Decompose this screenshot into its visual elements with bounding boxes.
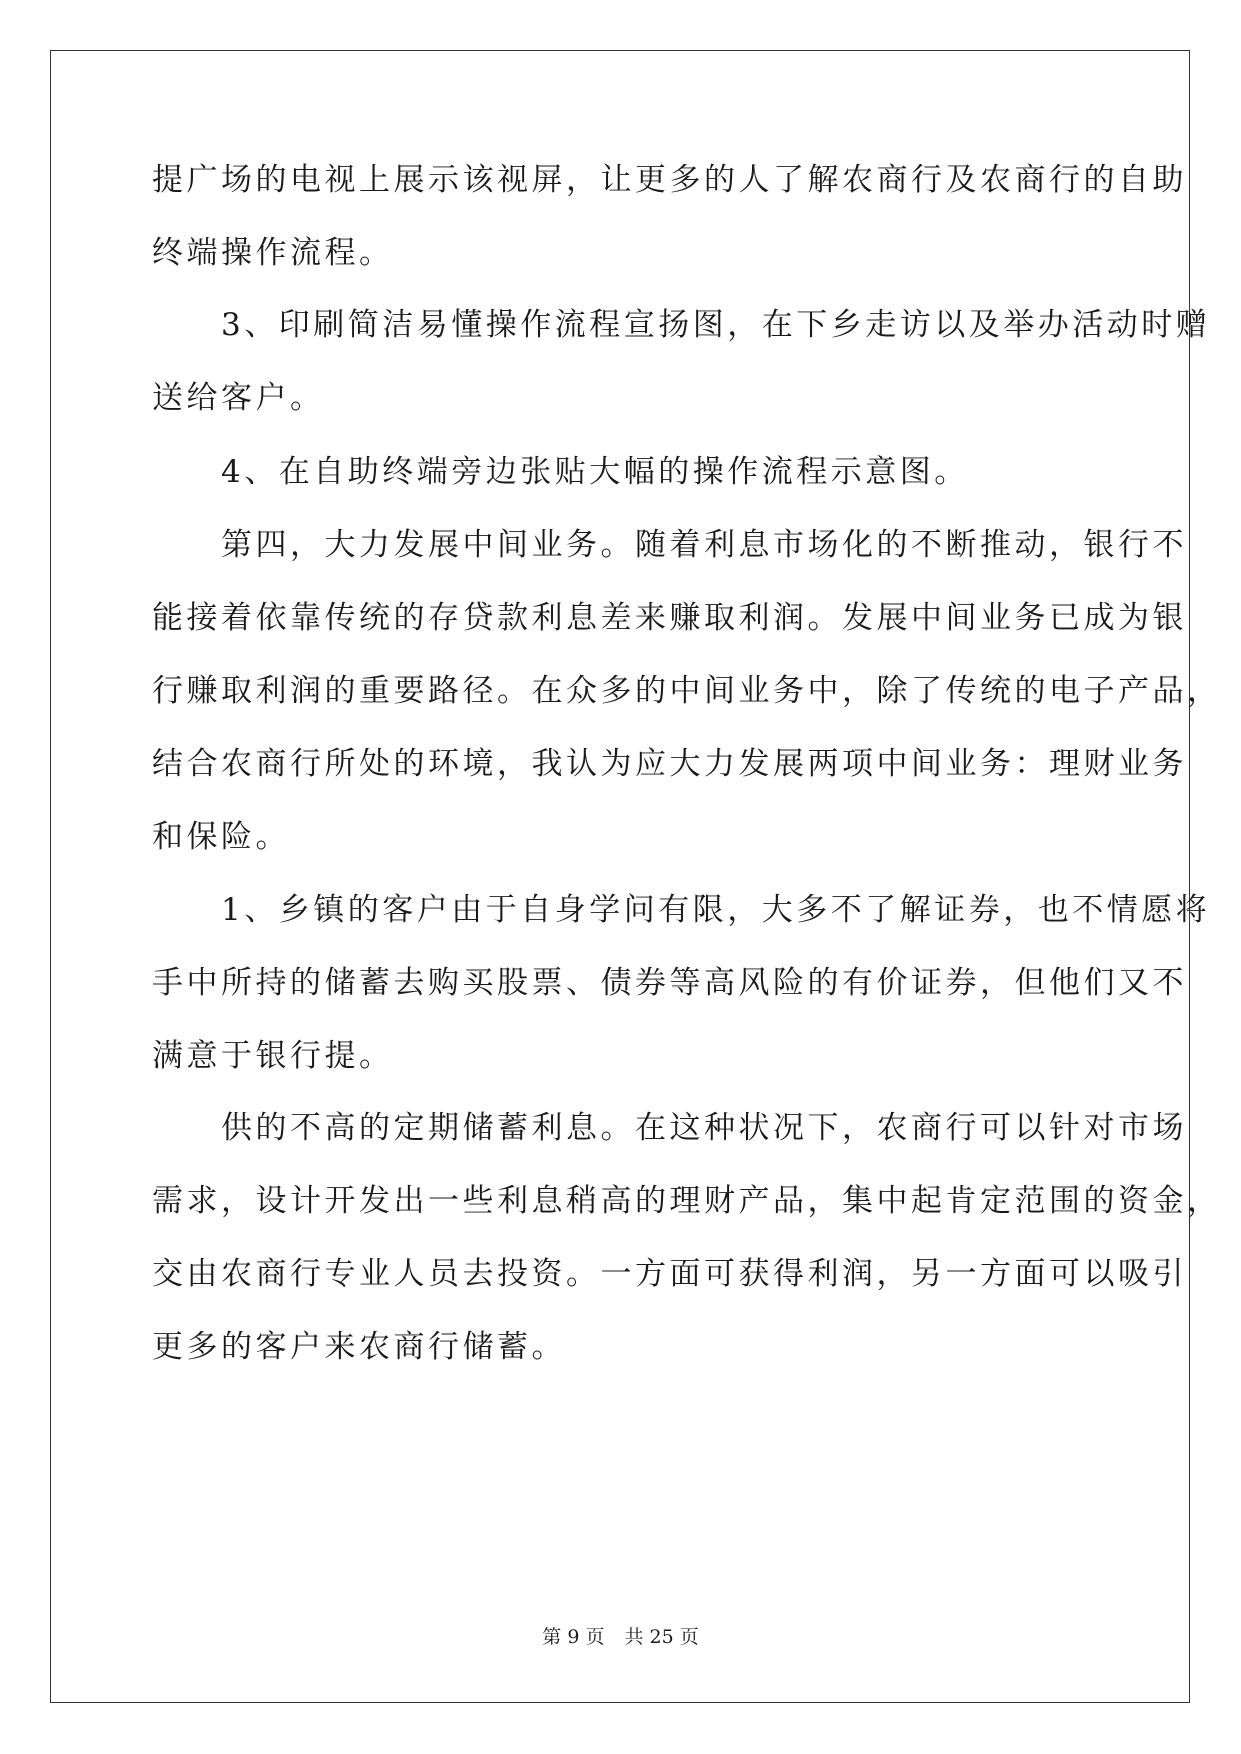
text-line: 第四，大力发展中间业务。随着利息市场化的不断推动，银行不 <box>152 527 1187 563</box>
text-line: 结合农商行所处的环境，我认为应大力发展两项中间业务：理财业务 <box>152 746 1187 782</box>
text-line: 1、乡镇的客户由于自身学问有限，大多不了解证券，也不情愿将 <box>152 892 1211 928</box>
page-number: 第 9 页 <box>542 1626 605 1648</box>
page-total: 共 25 页 <box>624 1626 699 1648</box>
text-line: 更多的客户来农商行储蓄。 <box>152 1329 566 1365</box>
text-line: 行赚取利润的重要路径。在众多的中间业务中，除了传统的电子产品， <box>152 673 1222 709</box>
text-line: 手中所持的储蓄去购买股票、债券等高风险的有价证券，但他们又不 <box>152 965 1187 1001</box>
page-footer <box>0 1625 1241 1649</box>
text-line: 交由农商行专业人员去投资。一方面可获得利润，另一方面可以吸引 <box>152 1256 1187 1292</box>
text-line: 4、在自助终端旁边张贴大幅的操作流程示意图。 <box>152 454 969 490</box>
text-line: 供的不高的定期储蓄利息。在这种状况下，农商行可以针对市场 <box>152 1110 1187 1146</box>
text-line: 3、印刷简洁易懂操作流程宣扬图，在下乡走访以及举办活动时赠 <box>152 307 1211 343</box>
page-border <box>50 50 1190 1703</box>
text-line: 送给客户。 <box>152 380 325 416</box>
text-line: 需求，设计开发出一些利息稍高的理财产品，集中起肯定范围的资金， <box>152 1183 1222 1219</box>
text-line: 能接着依靠传统的存贷款利息差来赚取利润。发展中间业务已成为银 <box>152 600 1187 636</box>
text-line: 和保险。 <box>152 819 290 855</box>
text-line: 满意于银行提。 <box>152 1038 394 1074</box>
text-line: 终端操作流程。 <box>152 235 394 271</box>
text-line: 提广场的电视上展示该视屏，让更多的人了解农商行及农商行的自助 <box>152 162 1187 198</box>
